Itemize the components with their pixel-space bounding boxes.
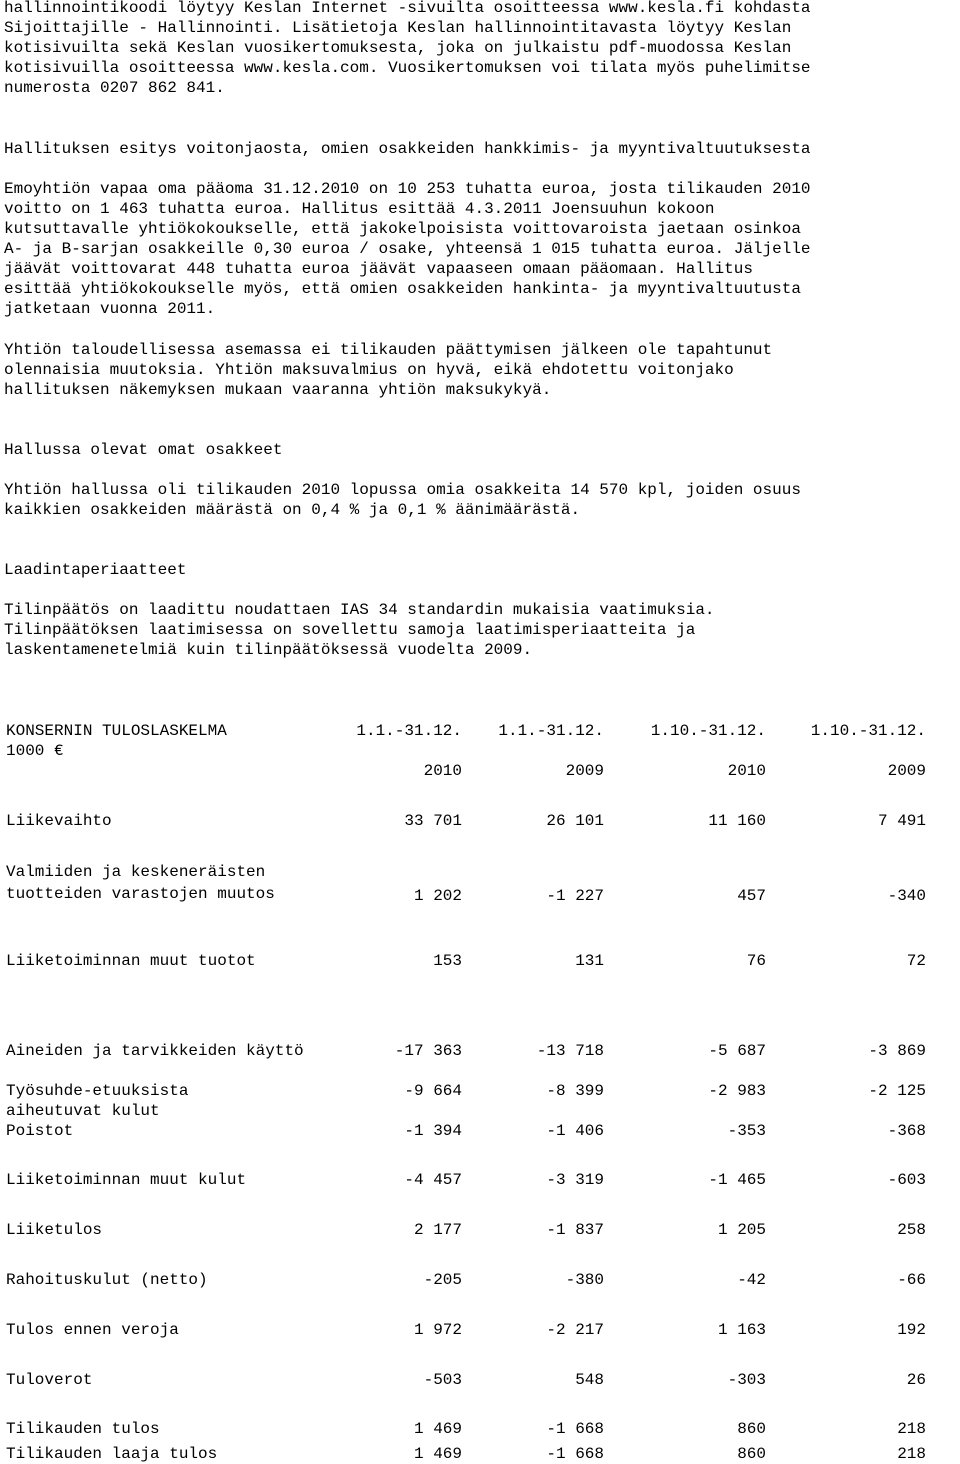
year-header: 2010 <box>423 762 462 780</box>
cell-value: 1 972 <box>413 1321 462 1339</box>
body-text-line: Sijoittajille - Hallinnointi. Lisätietoja Keslan hallinnointitavasta löytyy Keslan <box>4 19 792 37</box>
cell-value: 1 469 <box>413 1420 462 1438</box>
row-label: Aineiden ja tarvikkeiden käyttö <box>6 1042 304 1060</box>
body-text-line: olennaisia muutoksia. Yhtiön maksuvalmius on hyvä, eikä ehdotettu voitonjako <box>4 361 734 379</box>
cell-value: -42 <box>737 1271 766 1289</box>
cell-value: 1 202 <box>413 887 462 905</box>
row-label: Liiketoiminnan muut tuotot <box>6 952 256 970</box>
row-label: Liiketoiminnan muut kulut <box>6 1171 247 1189</box>
cell-value: -368 <box>887 1122 926 1140</box>
body-text-line: kutsuttavalle yhtiökokoukselle, että jakokelpoisista voittovaroista jaetaan osinkoa <box>4 220 801 238</box>
body-text-line: laskentamenetelmiä kuin tilinpäätöksessä vuodelta 2009. <box>4 641 533 659</box>
body-text-line: jatketaan vuonna 2011. <box>4 300 216 318</box>
cell-value: -5 687 <box>708 1042 766 1060</box>
body-text-line: Yhtiön taloudellisessa asemassa ei tilikauden päättymisen jälkeen ole tapahtunut <box>4 341 773 359</box>
cell-value: 218 <box>897 1445 926 1463</box>
row-label: Tuloverot <box>6 1371 93 1389</box>
cell-value: -1 668 <box>546 1445 604 1463</box>
section-heading: Hallituksen esitys voitonjaosta, omien osakkeiden hankkimis- ja myyntivaltuutuksesta <box>4 140 811 158</box>
cell-value: -1 465 <box>708 1171 766 1189</box>
body-text-line: A- ja B-sarjan osakkeille 0,30 euroa / osake, yhteensä 1 015 tuhatta euroa. Jäljelle <box>4 240 811 258</box>
cell-value: 2 177 <box>413 1221 462 1239</box>
cell-value: 153 <box>433 952 462 970</box>
cell-value: -503 <box>423 1371 462 1389</box>
row-label: Poistot <box>6 1122 74 1140</box>
cell-value: 1 205 <box>717 1221 766 1239</box>
table-unit: 1000 € <box>6 742 64 760</box>
cell-value: -9 664 <box>404 1082 462 1100</box>
cell-value: -4 457 <box>404 1171 462 1189</box>
cell-value: 72 <box>906 952 926 970</box>
cell-value: 76 <box>746 952 766 970</box>
cell-value: 11 160 <box>708 812 766 830</box>
body-text-line: kotisivuilla osoitteessa www.kesla.com. Vuosikertomuksen voi tilata myös puhelimitse <box>4 59 811 77</box>
body-text-line: hallinnointikoodi löytyy Keslan Internet -sivuilta osoitteessa www.kesla.fi kohdasta <box>4 0 811 17</box>
body-text-line: voitto on 1 463 tuhatta euroa. Hallitus esittää 4.3.2011 Joensuuhun kokoon <box>4 200 715 218</box>
cell-value: -1 227 <box>546 887 604 905</box>
period-header: 1.10.-31.12. <box>810 722 926 740</box>
table-title: KONSERNIN TULOSLASKELMA <box>6 722 227 740</box>
cell-value: 1 163 <box>717 1321 766 1339</box>
cell-value: -3 319 <box>546 1171 604 1189</box>
body-text-line: hallituksen näkemyksen mukaan vaaranna yhtiön maksukykyä. <box>4 381 552 399</box>
cell-value: 218 <box>897 1420 926 1438</box>
year-header: 2010 <box>727 762 766 780</box>
body-text-line: esittää yhtiökokoukselle myös, että omien osakkeiden hankinta- ja myyntivaltuutusta <box>4 280 801 298</box>
section-heading: Laadintaperiaatteet <box>4 561 187 579</box>
cell-value: 26 <box>906 1371 926 1389</box>
body-text-line: numerosta 0207 862 841. <box>4 79 225 97</box>
row-label: Tulos ennen veroja <box>6 1321 179 1339</box>
period-header: 1.1.-31.12. <box>356 722 462 740</box>
cell-value: -1 394 <box>404 1122 462 1140</box>
year-header: 2009 <box>887 762 926 780</box>
cell-value: -1 837 <box>546 1221 604 1239</box>
cell-value: -17 363 <box>394 1042 462 1060</box>
cell-value: -3 869 <box>868 1042 926 1060</box>
cell-value: 33 701 <box>404 812 462 830</box>
row-label: Työsuhde-etuuksista aiheutuvat kulut <box>6 1082 189 1120</box>
body-text-line: jäävät voittovarat 448 tuhatta euroa jäävät vapaaseen omaan pääomaan. Hallitus <box>4 260 753 278</box>
cell-value: 457 <box>737 887 766 905</box>
year-header: 2009 <box>565 762 604 780</box>
cell-value: 7 491 <box>877 812 926 830</box>
cell-value: 131 <box>575 952 604 970</box>
cell-value: 548 <box>575 1371 604 1389</box>
cell-value: -380 <box>565 1271 604 1289</box>
row-label: Tilikauden laaja tulos <box>6 1445 218 1463</box>
cell-value: -1 406 <box>546 1122 604 1140</box>
cell-value: -205 <box>423 1271 462 1289</box>
cell-value: -2 125 <box>868 1082 926 1100</box>
cell-value: -340 <box>887 887 926 905</box>
cell-value: 26 101 <box>546 812 604 830</box>
cell-value: 860 <box>737 1420 766 1438</box>
body-text-line: Emoyhtiön vapaa oma pääoma 31.12.2010 on 10 253 tuhatta euroa, josta tilikauden 2010 <box>4 180 811 198</box>
row-label: Valmiiden ja keskeneräisten tuotteiden varastojen muutos <box>6 863 275 903</box>
period-header: 1.10.-31.12. <box>650 722 766 740</box>
row-label: Liikevaihto <box>6 812 112 830</box>
cell-value: -353 <box>727 1122 766 1140</box>
cell-value: -2 217 <box>546 1321 604 1339</box>
cell-value: -303 <box>727 1371 766 1389</box>
cell-value: -1 668 <box>546 1420 604 1438</box>
row-label: Tilikauden tulos <box>6 1420 160 1438</box>
row-label: Liiketulos <box>6 1221 103 1239</box>
cell-value: -603 <box>887 1171 926 1189</box>
period-header: 1.1.-31.12. <box>498 722 604 740</box>
body-text-line: kaikkien osakkeiden määrästä on 0,4 % ja 0,1 % äänimäärästä. <box>4 501 581 519</box>
cell-value: 192 <box>897 1321 926 1339</box>
cell-value: -2 983 <box>708 1082 766 1100</box>
body-text-line: kotisivuilta sekä Keslan vuosikertomuksesta, joka on julkaistu pdf-muodossa Keslan <box>4 39 792 57</box>
body-text-line: Tilinpäätöksen laatimisessa on sovellettu samoja laatimisperiaatteita ja <box>4 621 696 639</box>
cell-value: 258 <box>897 1221 926 1239</box>
cell-value: 1 469 <box>413 1445 462 1463</box>
cell-value: -8 399 <box>546 1082 604 1100</box>
row-label: Rahoituskulut (netto) <box>6 1271 208 1289</box>
cell-value: -13 718 <box>536 1042 604 1060</box>
body-text-line: Yhtiön hallussa oli tilikauden 2010 lopussa omia osakkeita 14 570 kpl, joiden osuus <box>4 481 801 499</box>
cell-value: 860 <box>737 1445 766 1463</box>
body-text-line: Tilinpäätös on laadittu noudattaen IAS 34 standardin mukaisia vaatimuksia. <box>4 601 715 619</box>
cell-value: -66 <box>897 1271 926 1289</box>
section-heading: Hallussa olevat omat osakkeet <box>4 441 283 459</box>
